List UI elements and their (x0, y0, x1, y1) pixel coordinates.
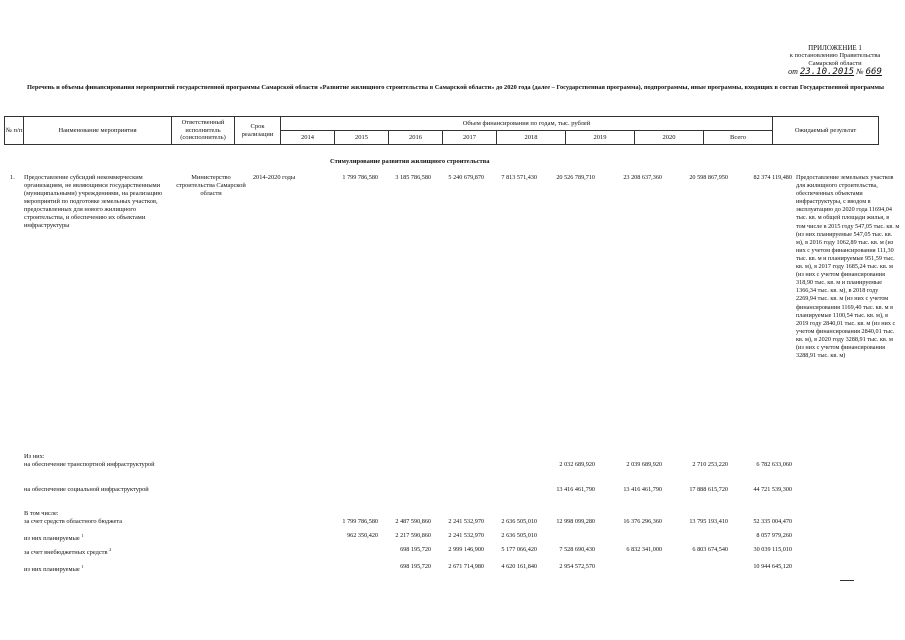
funding-row-total-cell: 7 813 571,430 (501, 174, 537, 181)
subrow-label-regional: за счет средств областного бюджета (24, 518, 123, 525)
funding-row-regional-cell: 1 799 786,580 (342, 518, 378, 525)
funding-row-regional-planned-cell: 2 241 532,970 (448, 532, 484, 539)
year-header: 2016 (389, 131, 443, 145)
funding-row-total-cell: 3 185 786,580 (395, 174, 431, 181)
section-title: Стимулирование развития жилищного строительства (330, 158, 490, 165)
row-number: 1. (10, 174, 15, 181)
col-funding-header: Объем финансирования по годам, тыс. рублей (281, 117, 773, 131)
funding-row-regional-planned-cell: 2 217 590,860 (395, 532, 431, 539)
appendix-title: ПРИЛОЖЕНИЕ 1 (808, 44, 862, 52)
funding-row-regional-cell: 16 376 296,360 (623, 518, 662, 525)
funding-row-total-cell: 5 240 679,870 (448, 174, 484, 181)
subrow-label-social: на обеспечение социальной инфраструктурой (24, 486, 149, 493)
funding-row-regional-cell: 2 487 590,860 (395, 518, 431, 525)
col-responsible-header: Ответственный исполнитель (соисполнитель) (172, 117, 235, 145)
funding-row-social-cell: 17 888 615,720 (689, 486, 728, 493)
col-result-header: Ожидаемый результат (773, 117, 879, 145)
year-header: 2020 (635, 131, 704, 145)
funding-row-offbudget-planned-cell: 2 954 572,570 (559, 563, 595, 570)
funding-row-regional-planned-cell: 962 350,420 (347, 532, 378, 539)
funding-row-regional-cell: 2 241 532,970 (448, 518, 484, 525)
col-name-header: Наименование мероприятия (24, 117, 172, 145)
funding-row-offbudget-cell: 2 999 146,900 (448, 546, 484, 553)
funding-row-social-cell: 13 416 461,790 (623, 486, 662, 493)
funding-row-total-cell: 20 598 867,950 (689, 174, 728, 181)
document-title: Перечень и объемы финансирования мероприятий государственной программы Самарской области «Развитие жилищного строительства в Самарской области» до 2020 года (далее – Государственная программа), подпрограммы, иные программы, входящих в состав Государственной программы (27, 84, 884, 91)
funding-row-offbudget-cell: 698 195,720 (400, 546, 431, 553)
year-header: 2015 (335, 131, 389, 145)
year-header: 2019 (566, 131, 635, 145)
appendix-line-3: Самарской области (808, 60, 862, 67)
end-mark (840, 580, 854, 581)
subrow-label-offbudget-planned: из них планируемые $^1$ (24, 564, 84, 574)
subrow-label-transport: на обеспечение транспортной инфраструктурой (24, 461, 155, 468)
appendix-date: 23.10.2015 (799, 67, 855, 77)
funding-row-regional-cell: 13 795 193,410 (689, 518, 728, 525)
funding-row-offbudget-planned-cell: 698 195,720 (400, 563, 431, 570)
funding-row-regional-planned-cell: 2 636 505,010 (501, 532, 537, 539)
number-prefix: № (856, 67, 864, 76)
year-header: 2014 (281, 131, 335, 145)
appendix-number: 669 (865, 67, 882, 77)
funding-row-offbudget-planned-cell: 10 944 645,120 (753, 563, 792, 570)
funding-row-offbudget-planned-cell: 4 620 161,840 (501, 563, 537, 570)
funding-row-total-cell: 20 526 789,710 (556, 174, 595, 181)
year-header: 2018 (497, 131, 566, 145)
funding-row-transport-cell: 2 032 689,920 (559, 461, 595, 468)
year-header: 2017 (443, 131, 497, 145)
funding-row-transport-cell: 6 782 633,060 (756, 461, 792, 468)
table-header (4, 116, 879, 145)
funding-row-transport-cell: 2 039 689,920 (626, 461, 662, 468)
funding-row-regional-cell: 2 636 505,010 (501, 518, 537, 525)
funding-row-regional-planned-cell: 8 057 979,260 (756, 532, 792, 539)
funding-row-offbudget-cell: 30 039 115,010 (753, 546, 792, 553)
funding-row-offbudget-planned-cell: 2 671 714,980 (448, 563, 484, 570)
subrow-label-regional-planned: из них планируемые $^1$ (24, 533, 84, 543)
funding-row-regional-cell: 12 998 099,280 (556, 518, 595, 525)
expected-result: Предоставление земельных участков для жилищного строительства, обеспеченных объектами инфраструктуры, с вводом в эксплуатацию до 2020 года 11694,04 тыс. кв. м общей площади жилья, в том числе в 2015 году 547,05 тыс. кв. м (из них планируемые 547,05 тыс. кв. м), в 2016 году 1062,89 тыс. кв. м (из них с учетом финансирования 111,30 тыс. кв. м и планируемые 951,59 тыс. кв. м), в 2017 году 1685,24 тыс. кв. м (из них с учетом финансирования 318,90 тыс. кв. м и планируемые 1366,34 тыс. кв. м), в 2018 году 2269,94 тыс. кв. м (из них с учетом финансирования 1169,40 тыс. кв. м в планируемые 1100,54 тыс. кв. м), в 2019 году 2840,01 тыс. кв. м (из них с учетом финансирования 2840,01 тыс. кв. м), в 2020 году 3288,91 тыс. кв. м (из них с учетом финансирования 3288,91 тыс. кв. м) (796, 174, 900, 360)
funding-row-social-cell: 13 416 461,790 (556, 486, 595, 493)
col-term-header: Срок реализации (235, 117, 281, 145)
subrow-label-offbudget: за счет внебюджетных средств $^2$ (24, 547, 112, 557)
funding-row-total-cell: 23 208 637,360 (623, 174, 662, 181)
subrow-label-iz-nih: Из них: (24, 453, 45, 460)
funding-row-offbudget-cell: 6 832 341,000 (626, 546, 662, 553)
funding-row-total-cell: 82 374 119,480 (753, 174, 792, 181)
date-prefix: от (788, 67, 798, 76)
subrow-label-v-tom-chisle: В том числе: (24, 510, 59, 517)
col-number-header: № п/п (5, 117, 24, 145)
funding-row-offbudget-cell: 7 528 690,430 (559, 546, 595, 553)
funding-row-regional-cell: 52 335 004,470 (753, 518, 792, 525)
funding-row-social-cell: 44 721 539,300 (753, 486, 792, 493)
funding-row-transport-cell: 2 710 253,220 (692, 461, 728, 468)
activity-name: Предоставление субсидий некоммерческим организациям, не являющимся государственными (муниципальными) учреждениями, на реализацию мероприятий по подготовке земельных участков, предоставленных для нового жилищного строительства, и обеспечению их объектами инфраструктуры (24, 174, 163, 229)
appendix-block (770, 44, 900, 76)
responsible-executor: Министерство строительства Самарской области (176, 174, 246, 197)
appendix-date-line (770, 68, 900, 76)
appendix-line-2: к постановлению Правительства (789, 52, 881, 59)
funding-row-offbudget-cell: 5 177 066,420 (501, 546, 537, 553)
implementation-term: 2014-2020 годы (252, 174, 296, 181)
total-header: Всего (704, 131, 773, 145)
funding-row-total-cell: 1 799 786,580 (342, 174, 378, 181)
funding-row-offbudget-cell: 6 803 674,540 (692, 546, 728, 553)
